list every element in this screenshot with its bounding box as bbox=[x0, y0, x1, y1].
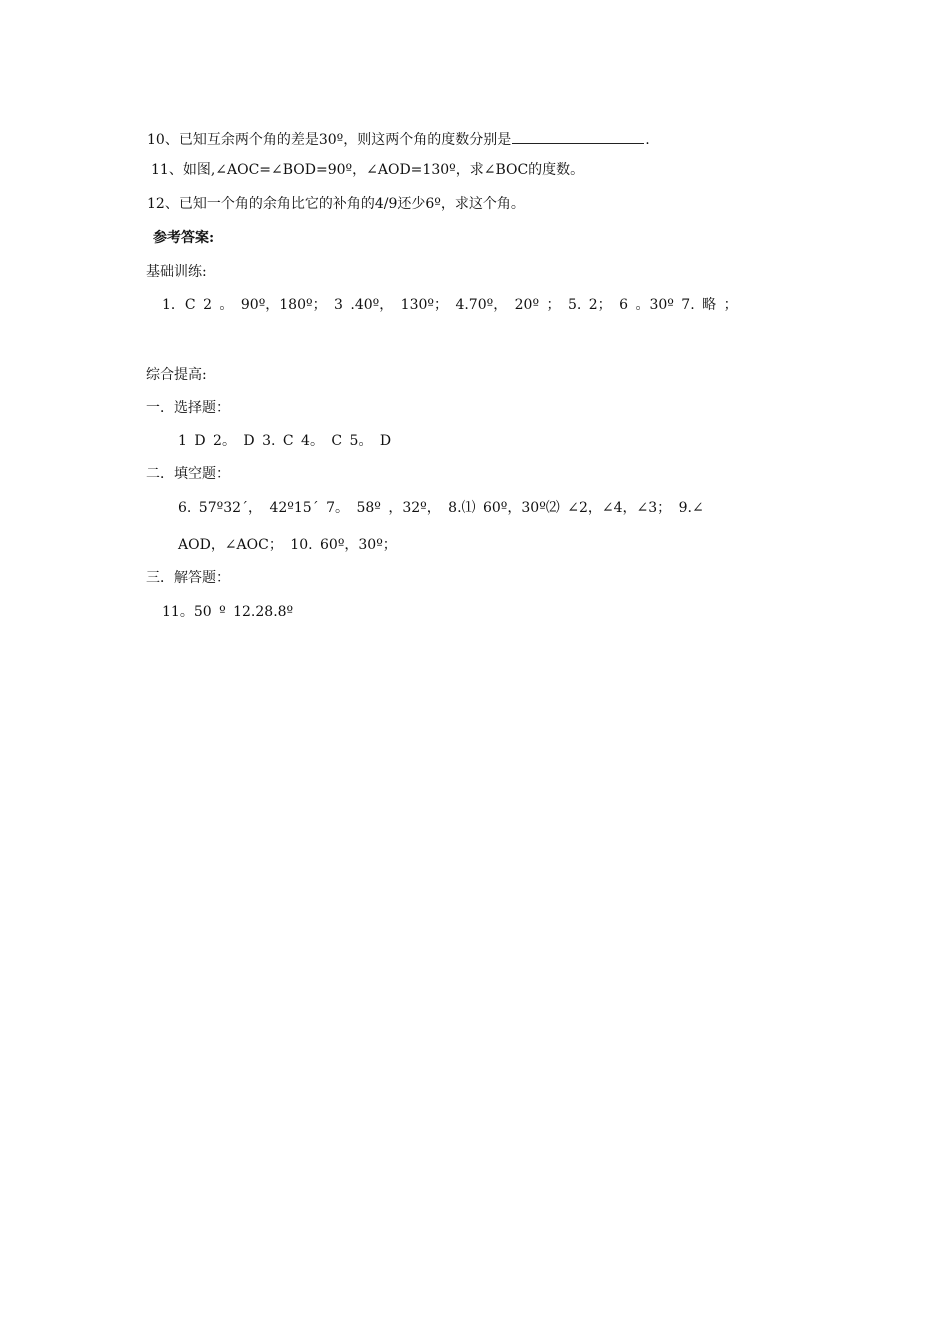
question-10-period: . bbox=[645, 132, 650, 148]
fill-section-title: 二．填空题： bbox=[146, 466, 230, 482]
answers-heading: 参考答案: bbox=[153, 230, 215, 246]
solve-answers: 11。50 º 12.28.8º bbox=[162, 604, 294, 620]
question-10-text: 10、已知互余两个角的差是30º，则这两个角的度数分别是 bbox=[147, 132, 512, 148]
question-11: 11、如图,∠AOC=∠BOD=90º，∠AOD=130º，求∠BOC的度数。 bbox=[151, 162, 585, 178]
basic-training-answers: 1．C 2 。 90º，180º； 3 .40º， 130º； 4.70º， 20º ； 5. 2； 6 。30º 7. 略 ； bbox=[162, 297, 738, 313]
basic-training-title: 基础训练: bbox=[146, 264, 207, 280]
question-10 bbox=[147, 129, 650, 149]
choice-section-title: 一．选择题： bbox=[146, 400, 230, 416]
question-12: 12、已知一个角的余角比它的补角的4/9还少6º，求这个角。 bbox=[147, 196, 525, 212]
fill-answers-line-2: AOD，∠AOC； 10. 60º，30º； bbox=[178, 537, 397, 553]
answer-blank[interactable] bbox=[512, 129, 644, 144]
fill-answers-line-1: 6. 57º32´， 42º15´ 7。 58º ，32º， 8.⑴ 60º，30º⑵ ∠2，∠4，∠3； 9.∠ bbox=[178, 500, 704, 516]
choice-answers: 1 D 2。 D 3. C 4。 C 5。 D bbox=[178, 433, 392, 449]
solve-section-title: 三．解答题： bbox=[146, 570, 230, 586]
comprehensive-title: 综合提高: bbox=[146, 367, 207, 383]
